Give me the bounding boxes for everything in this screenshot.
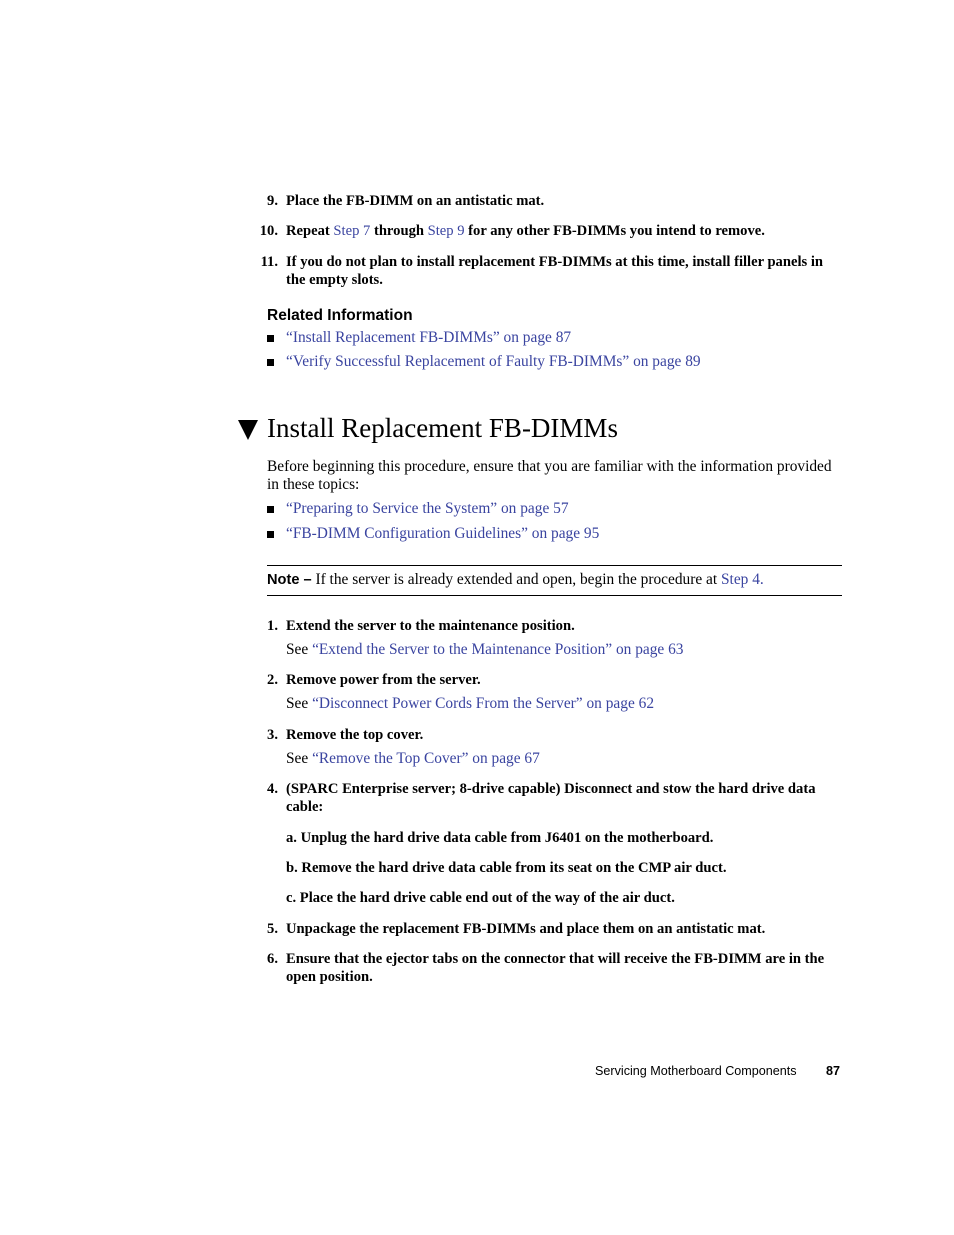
step-1 [267, 617, 842, 635]
note-label: Note – [267, 572, 312, 588]
see-link-extend-server[interactable]: “Extend the Server to the Maintenance Position” on page 63 [312, 641, 684, 658]
bullet-square-icon [267, 531, 274, 538]
step-text-pre: Repeat [286, 223, 334, 239]
bullet-square-icon [267, 335, 274, 342]
step-text: Place the FB-DIMM on an antistatic mat. [286, 193, 545, 209]
section-intro: Before beginning this procedure, ensure that you are familiar with the information provided in these topics: [267, 458, 832, 493]
related-information-heading: Related Information [267, 307, 413, 324]
footer-chapter-title: Servicing Motherboard Components [595, 1064, 797, 1078]
bullet-square-icon [267, 359, 274, 366]
see-link-disconnect-power[interactable]: “Disconnect Power Cords From the Server” on page 62 [312, 695, 655, 712]
note-text: If the server is already extended and open, begin the procedure at [311, 571, 721, 588]
step-text: (SPARC Enterprise server; 8-drive capable) Disconnect and stow the hard drive data cable: [286, 781, 816, 815]
step-2-see [286, 695, 654, 713]
step-6 [267, 950, 842, 986]
note [267, 571, 842, 589]
step-4-link[interactable]: Step 4 [721, 571, 760, 588]
topic-link-preparing[interactable]: “Preparing to Service the System” on page 57 [286, 500, 569, 517]
note-bottom-rule [267, 595, 842, 596]
substep-a: a. Unplug the hard drive data cable from J6401 on the motherboard. [286, 830, 714, 846]
step-text: Extend the server to the maintenance position. [286, 618, 575, 634]
substep-b: b. Remove the hard drive data cable from its seat on the CMP air duct. [286, 860, 727, 876]
step-text-post: for any other FB-DIMMs you intend to remove. [464, 223, 765, 239]
topic-link-guidelines[interactable]: “FB-DIMM Configuration Guidelines” on page 95 [286, 525, 600, 542]
step-text: Remove power from the server. [286, 672, 481, 688]
step-1-see [286, 641, 683, 659]
see-label: See [286, 750, 313, 767]
step-number: 5. [267, 921, 278, 937]
substep-c: c. Place the hard drive cable end out of the way of the air duct. [286, 890, 675, 906]
step-number: 10. [259, 223, 278, 239]
related-link-verify[interactable]: “Verify Successful Replacement of Faulty FB-DIMMs” on page 89 [286, 353, 701, 370]
footer-page-number: 87 [826, 1064, 841, 1078]
step-5 [267, 920, 842, 938]
step-number: 6. [267, 951, 278, 967]
see-label: See [286, 641, 313, 658]
note-top-rule [267, 565, 842, 566]
bullet-square-icon [267, 506, 274, 513]
step-9-link[interactable]: Step 9 [427, 223, 465, 239]
step-number: 4. [267, 781, 278, 797]
related-link-install[interactable]: “Install Replacement FB-DIMMs” on page 87 [286, 329, 572, 346]
step-9 [267, 192, 842, 210]
see-link-remove-top-cover[interactable]: “Remove the Top Cover” on page 67 [312, 750, 540, 767]
step-number: 2. [267, 672, 278, 688]
procedure-triangle-icon [238, 420, 258, 440]
step-text: Ensure that the ejector tabs on the connector that will receive the FB-DIMM are in the open position. [286, 951, 825, 985]
step-10 [259, 222, 842, 240]
step-number: 9. [267, 193, 278, 209]
step-3 [267, 726, 842, 744]
step-2 [267, 671, 842, 689]
see-label: See [286, 695, 313, 712]
note-end: . [759, 571, 764, 588]
step-3-see [286, 750, 540, 768]
section-title: Install Replacement FB-DIMMs [267, 413, 618, 443]
step-text: Remove the top cover. [286, 727, 424, 743]
step-7-link[interactable]: Step 7 [333, 223, 371, 239]
step-number: 1. [267, 618, 278, 634]
step-number: 11. [260, 254, 278, 270]
step-text: Unpackage the replacement FB-DIMMs and place them on an antistatic mat. [286, 921, 766, 937]
step-4 [267, 780, 842, 816]
step-text-mid: through [370, 223, 428, 239]
step-11 [260, 253, 842, 289]
step-number: 3. [267, 727, 278, 743]
step-text: If you do not plan to install replacement FB-DIMMs at this time, install filler panels in the empty slots. [286, 254, 824, 288]
